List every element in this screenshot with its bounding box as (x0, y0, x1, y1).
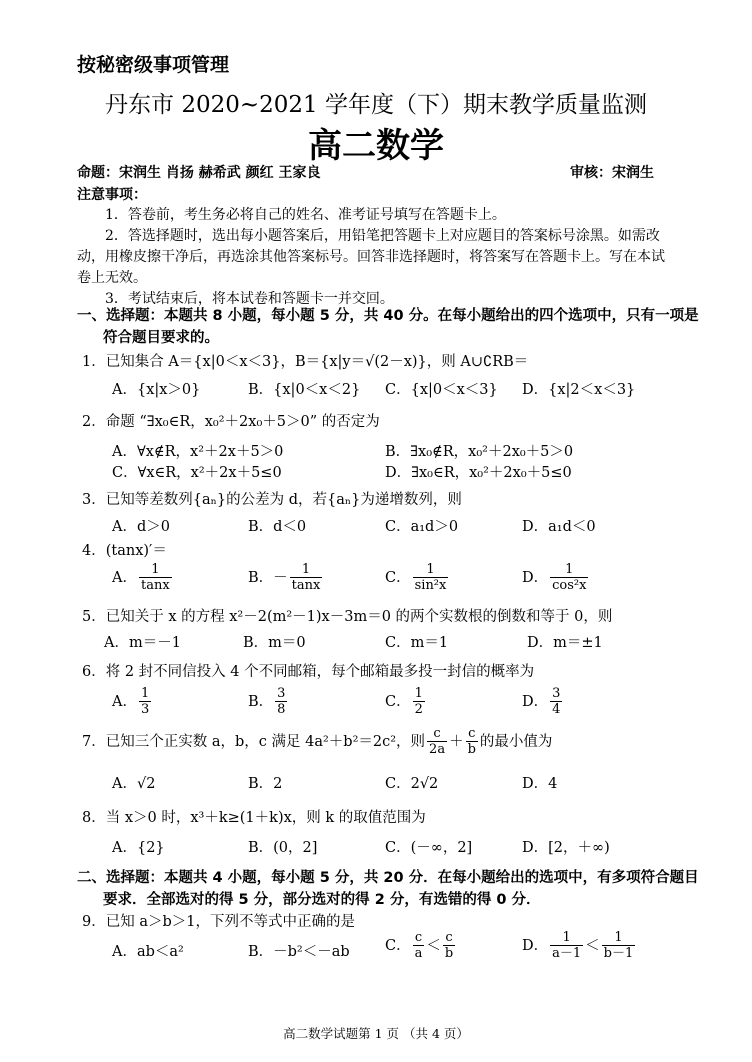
secret-level-label: 按秘密级事项管理 (77, 54, 230, 76)
q9-c-numerator-2: c (443, 930, 455, 946)
q6-d-fraction (550, 686, 562, 718)
q9-option-d (522, 930, 637, 962)
q6-c-label: C． (385, 694, 411, 710)
q7-option-b: B．2 (248, 776, 283, 792)
q9-d-numerator-2: 1 (602, 930, 636, 946)
q6-b-denominator: 8 (277, 702, 286, 717)
q4-d-numerator: 1 (550, 562, 588, 578)
q9-c-denominator-2: b (444, 946, 454, 961)
q4-b-label: B．－ (248, 570, 288, 586)
q4-d-fraction (550, 562, 588, 594)
q4-option-c (385, 562, 450, 594)
q9-option-b: B．－b²＜－ab (248, 944, 350, 960)
q6-a-label: A． (112, 694, 137, 710)
q9-c-numerator-1: c (413, 930, 425, 946)
q7-stem-post: 的最小值为 (479, 734, 553, 750)
question-8-stem: 8．当 x＞0 时，x³＋k≥(1＋k)x，则 k 的取值范围为 (82, 810, 426, 826)
q1-option-c: C．{x|0＜x＜3} (385, 382, 498, 398)
q6-d-label: D． (522, 694, 549, 710)
q7-f2-denominator: b (467, 742, 476, 757)
q3-option-a: A．d＞0 (112, 519, 170, 535)
q2-option-c: C．∀x∈R，x²＋2x＋5≤0 (112, 465, 282, 481)
notice-title: 注意事项： (77, 187, 147, 203)
q6-a-fraction (139, 686, 151, 718)
question-7-stem (82, 726, 552, 758)
q4-d-label: D． (522, 570, 549, 586)
q9-d-fraction-1 (550, 930, 583, 962)
q4-option-d (522, 562, 590, 594)
q4-b-denominator: tanx (291, 578, 321, 593)
q8-option-d: D．[2，＋∞) (522, 840, 610, 856)
q7-option-c: C．2√2 (385, 776, 439, 792)
q4-d-denominator: cos²x (552, 578, 587, 593)
q9-d-label: D． (522, 938, 549, 954)
q9-d-denominator-1: a－1 (552, 946, 582, 961)
q4-b-numerator: 1 (290, 562, 323, 578)
q6-c-fraction (413, 686, 425, 718)
q7-option-d: D．4 (522, 776, 558, 792)
q5-option-d: D．m＝±1 (527, 635, 603, 651)
q2-option-b: B．∃x₀∉R，x₀²＋2x₀＋5＞0 (385, 444, 574, 460)
question-6-stem: 6．将 2 封不同信投入 4 个不同邮箱，每个邮箱最多投一封信的概率为 (82, 664, 535, 680)
q3-option-d: D．a₁d＜0 (522, 519, 596, 535)
subject-title: 高二数学 (308, 126, 444, 166)
notice-item-1: 1．答卷前，考生务必将自己的姓名、准考证号填写在答题卡上。 (105, 207, 506, 223)
q4-c-numerator: 1 (413, 562, 449, 578)
q8-option-c: C．(－∞，2] (385, 840, 473, 856)
section-1-heading: 一、选择题：本题共 8 小题，每小题 5 分，共 40 分。在每小题给出的四个选项中，只有一项是符合题目要求的。 (77, 308, 699, 346)
question-3-stem: 3．已知等差数列{aₙ}的公差为 d，若{aₙ}为递增数列，则 (82, 492, 462, 508)
q9-c-fraction-2 (443, 930, 455, 962)
q4-b-fraction (290, 562, 323, 594)
q7-f1-numerator: c (427, 726, 447, 742)
q9-c-label: C． (385, 938, 411, 954)
q6-b-numerator: 3 (277, 686, 286, 701)
reviewer-line: 审核：宋润生 (570, 165, 654, 181)
q4-option-b (248, 562, 324, 594)
q1-option-b: B．{x|0＜x＜2} (248, 382, 361, 398)
q9-c-less-than: ＜ (426, 938, 441, 954)
notice-item-3: 3．考试结束后，将本试卷和答题卡一并交回。 (105, 291, 394, 307)
q2-option-d: D．∃x₀∈R，x₀²＋2x₀＋5≤0 (385, 465, 572, 481)
q5-option-a: A．m＝－1 (104, 635, 181, 651)
q7-f1-denominator: 2a (429, 742, 446, 757)
q6-c-denominator: 2 (414, 702, 423, 717)
q7-fraction-1 (427, 726, 447, 758)
q6-option-b (248, 686, 289, 718)
q6-d-denominator: 4 (552, 702, 561, 717)
q6-option-a (112, 686, 153, 718)
q9-d-less-than: ＜ (585, 938, 600, 954)
q6-b-fraction (275, 686, 287, 718)
question-5-stem: 5．已知关于 x 的方程 x²－2(m²－1)x－3m＝0 的两个实数根的倒数和等于 0，则 (82, 609, 613, 625)
q4-a-denominator: tanx (140, 578, 170, 593)
authors-line: 命题：宋润生 肖扬 赫希武 颜红 王家良 (77, 165, 321, 181)
q9-d-denominator-2: b－1 (603, 946, 634, 961)
q1-option-d: D．{x|2＜x＜3} (522, 382, 636, 398)
exam-title: 丹东市 2020~2021 学年度（下）期末教学质量监测 (105, 92, 647, 118)
question-9-stem: 9．已知 a＞b＞1，下列不等式中正确的是 (82, 914, 355, 930)
notice-item-2: 2．答选择题时，选出每小题答案后，用铅笔把答题卡上对应题目的答案标号涂黑。如需改动，用橡皮擦干净后，再选涂其他答案标号。回答非选择题时，将答案写在答题卡上。写在本试卷上无效。 (77, 228, 665, 286)
q1-option-a: A．{x|x＞0} (112, 382, 201, 398)
question-2-stem: 2．命题 “∃x₀∈R，x₀²＋2x₀＋5＞0” 的否定为 (82, 414, 380, 430)
question-1-stem: 1．已知集合 A＝{x|0＜x＜3}，B＝{x|y＝√(2－x)}，则 A∪∁RB＝ (82, 354, 529, 370)
page-footer: 高二数学试题第 1 页 （共 4 页） (283, 1026, 469, 1041)
q4-c-label: C． (385, 570, 411, 586)
q3-option-b: B．d＜0 (248, 519, 307, 535)
q4-c-denominator: sin²x (414, 578, 447, 593)
question-4-stem: 4．(tanx)′＝ (82, 543, 167, 559)
q5-option-b: B．m＝0 (243, 635, 306, 651)
q4-c-fraction (413, 562, 449, 594)
q5-option-c: C．m＝1 (385, 635, 449, 651)
q4-a-numerator: 1 (139, 562, 172, 578)
q8-option-a: A．{2} (112, 840, 165, 856)
q6-a-denominator: 3 (140, 702, 150, 717)
q4-a-fraction (139, 562, 172, 594)
q9-d-numerator-1: 1 (550, 930, 583, 946)
q4-option-a (112, 562, 174, 594)
q3-option-c: C．a₁d＞0 (385, 519, 459, 535)
q6-c-numerator: 1 (414, 686, 423, 701)
q2-option-a: A．∀x∉R，x²＋2x＋5＞0 (112, 444, 284, 460)
q9-c-fraction-1 (413, 930, 425, 962)
q9-option-a: A．ab＜a² (112, 944, 184, 960)
q8-option-b: B．(0，2] (248, 840, 318, 856)
q6-d-numerator: 3 (552, 686, 561, 701)
q7-option-a: A．√2 (112, 776, 156, 792)
section-2-heading: 二、选择题：本题共 4 小题，每小题 5 分，共 20 分．在每小题给出的选项中，有多项符合题目要求．全部选对的得 5 分，部分选对的得 2 分，有选错的得 0 分． (77, 870, 699, 908)
q9-option-c (385, 930, 457, 962)
q7-stem-pre: 7．已知三个正实数 a，b，c 满足 4a²＋b²＝2c²，则 (82, 734, 426, 750)
q4-a-label: A． (112, 570, 137, 586)
q7-plus: ＋ (449, 734, 464, 750)
q7-fraction-2 (466, 726, 478, 758)
q6-a-numerator: 1 (140, 686, 150, 701)
q7-f2-numerator: c (466, 726, 478, 742)
q6-option-d (522, 686, 564, 718)
q9-d-fraction-2 (602, 930, 636, 962)
q9-c-denominator-1: a (414, 946, 423, 961)
q6-b-label: B． (248, 694, 274, 710)
q6-option-c (385, 686, 427, 718)
